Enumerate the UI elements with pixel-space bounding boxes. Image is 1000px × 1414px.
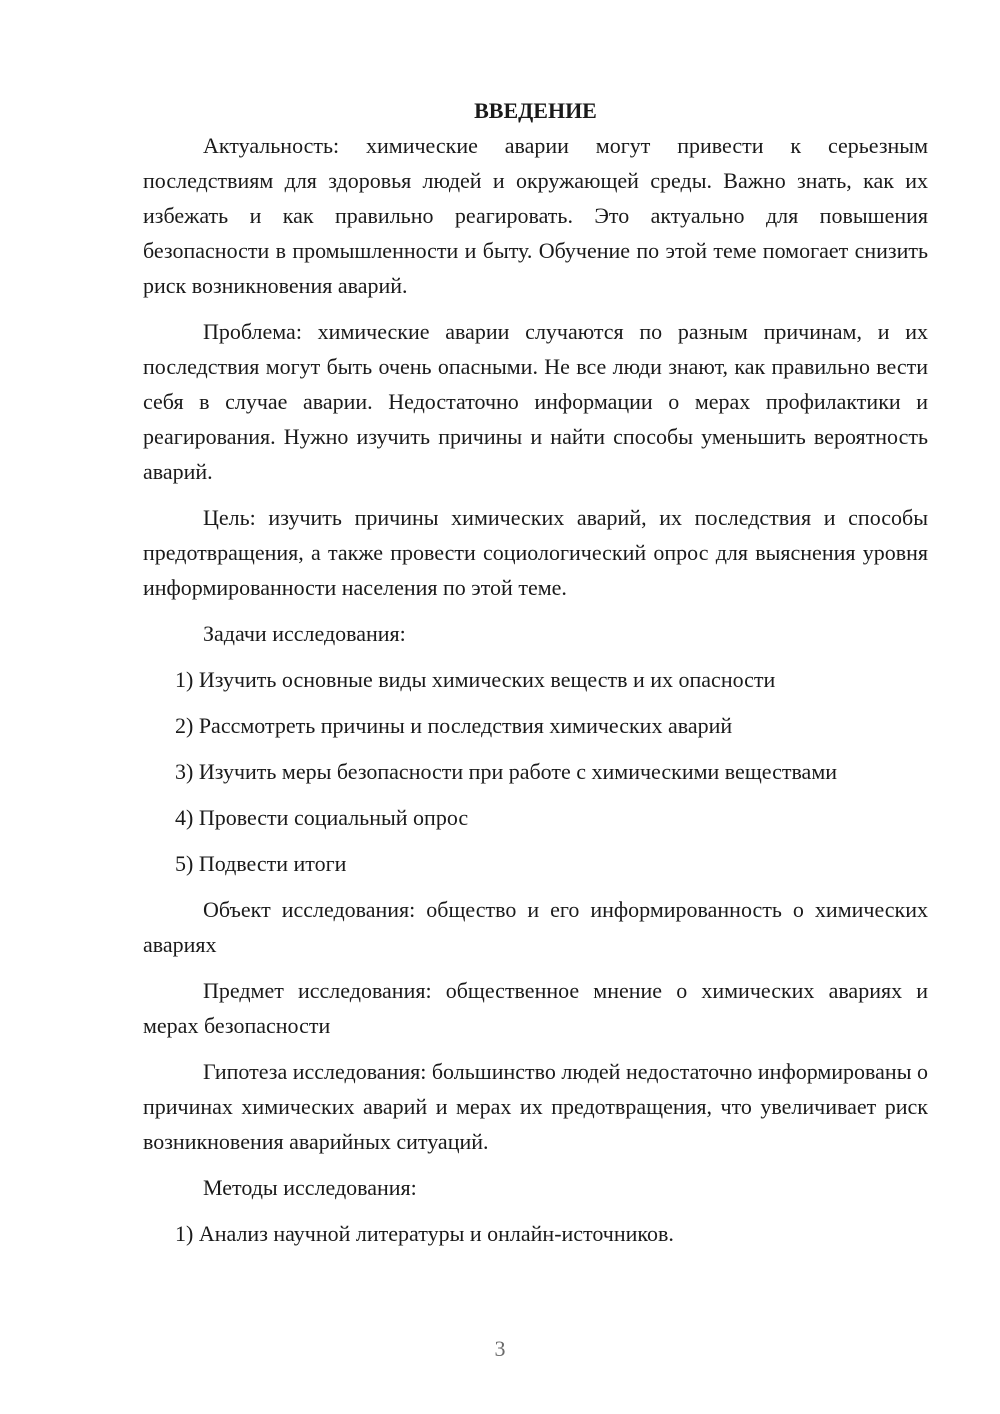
paragraph-problem: Проблема: химические аварии случаются по разным причинам, и их последствия могут быть очень опасными. Не все люди знают, как правильно вести себя в случае аварии. Недостаточно информации о мерах профилактики и реагирования. Нужно изучить причины и найти способы уменьшить вероятность аварий. <box>143 319 928 484</box>
tasks-list <box>143 662 928 881</box>
page-title: ВВЕДЕНИЕ <box>474 98 597 123</box>
paragraph-object: Объект исследования: общество и его информированность о химических авариях <box>143 897 928 957</box>
list-item: 2) Рассмотреть причины и последствия химических аварий <box>175 713 733 738</box>
paragraph-hypothesis: Гипотеза исследования: большинство людей недостаточно информированы о причинах химических аварий и мерах их предотвращения, что увеличивает риск возникновения аварийных ситуаций. <box>143 1059 928 1154</box>
tasks-title: Задачи исследования: <box>203 621 406 646</box>
list-item: 1) Изучить основные виды химических веществ и их опасности <box>175 667 776 692</box>
list-item: 4) Провести социальный опрос <box>175 805 469 830</box>
paragraph-relevance: Актуальность: химические аварии могут привести к серьезным последствиям для здоровья людей и окружающей среды. Важно знать, как их избежать и как правильно реагировать. Это актуально для повышения безопасности в промышленности и быту. Обучение по этой теме помогает снизить риск возникновения аварий. <box>143 133 928 298</box>
list-item: 5) Подвести итоги <box>175 851 347 876</box>
paragraph-subject: Предмет исследования: общественное мнение о химических авариях и мерах безопасности <box>143 978 928 1038</box>
document-body <box>143 93 928 1251</box>
methods-list <box>143 1216 928 1251</box>
methods-title: Методы исследования: <box>203 1175 417 1200</box>
paragraph-goal: Цель: изучить причины химических аварий, их последствия и способы предотвращения, а также провести социологический опрос для выяснения уровня информированности населения по этой теме. <box>143 505 928 600</box>
page-number: 3 <box>494 1336 506 1361</box>
list-item: 3) Изучить меры безопасности при работе с химическими веществами <box>175 759 838 784</box>
list-item: 1) Анализ научной литературы и онлайн-источников. <box>175 1221 674 1246</box>
